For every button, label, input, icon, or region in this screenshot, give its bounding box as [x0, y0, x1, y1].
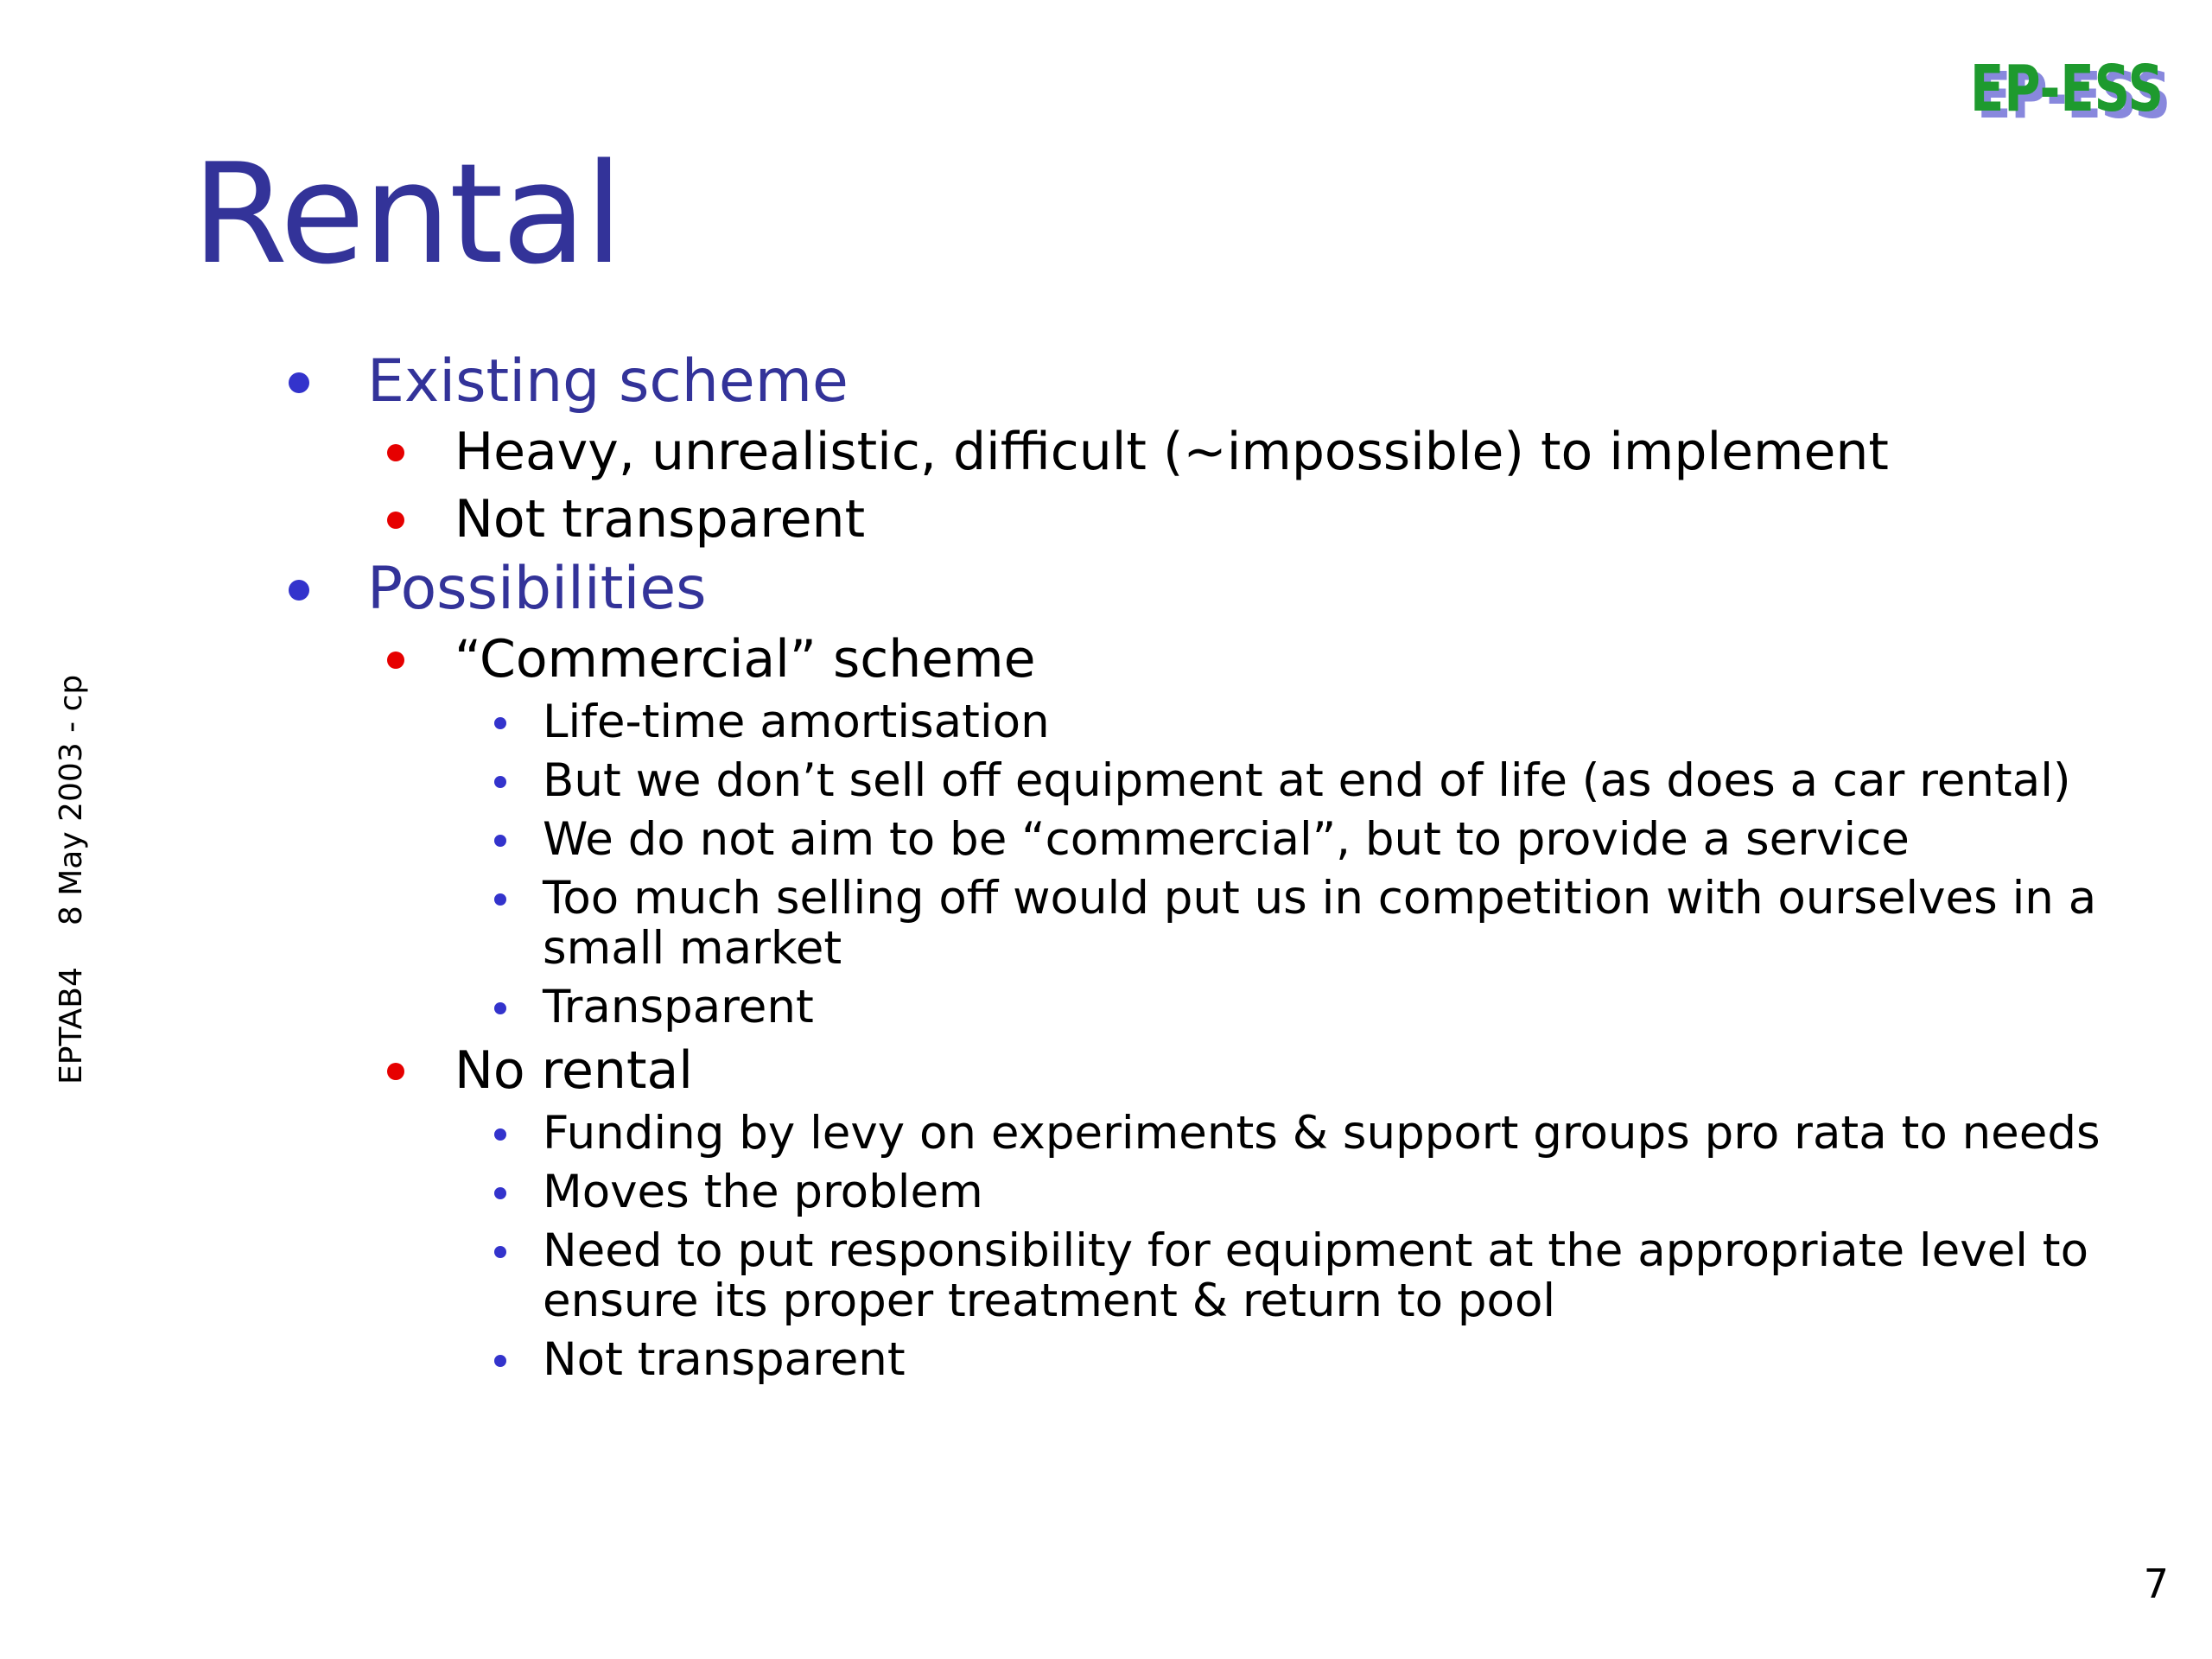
sub-bullet-commercial-scheme: [383, 626, 2108, 693]
bullet-dot-icon: [494, 835, 506, 847]
bullet-dot-icon: [494, 1128, 506, 1141]
bullet-dot-icon: [494, 717, 506, 729]
bullet-dot-icon: [387, 1063, 404, 1080]
bullet-dot-icon: [494, 1002, 506, 1014]
bullet-text: Moves the problem: [543, 1166, 983, 1218]
bullet-outline: [285, 346, 2108, 1389]
bullet-dot-icon: [494, 1355, 506, 1367]
sub-sub-bullet: [491, 1331, 2108, 1389]
bullet-dot-icon: [387, 652, 404, 669]
bullet-dot-icon: [289, 580, 309, 601]
sub-bullet: [383, 486, 2108, 553]
bullet-text: No rental: [454, 1040, 693, 1101]
bullet-dot-icon: [494, 1187, 506, 1199]
sub-sub-bullet: [491, 978, 2108, 1037]
bullet-text: Life-time amortisation: [543, 696, 1050, 748]
sub-sub-bullet: [491, 1104, 2108, 1163]
bullet-text: Funding by levy on experiments & support groups pro rata to needs: [543, 1107, 2101, 1160]
side-label-date: 8 May 2003 - cp: [54, 674, 89, 926]
bullet-text: Not transparent: [454, 489, 866, 550]
bullet-text: Transparent: [543, 981, 814, 1033]
bullet-text: “Commercial” scheme: [454, 629, 1036, 690]
page-number: 7: [2143, 1560, 2169, 1607]
logo-text: EP-ESS: [1970, 52, 2164, 126]
side-label: [54, 675, 89, 1084]
ep-ess-logo: [1968, 41, 2176, 137]
bullet-text: We do not aim to be “commercial”, but to provide a service: [543, 813, 1910, 866]
sub-sub-bullet: [491, 693, 2108, 752]
bullet-text: Need to put responsibility for equipment at the appropriate level to ensure its proper treatment & return to pool: [543, 1224, 2089, 1327]
bullet-dot-icon: [387, 444, 404, 461]
bullet-text: Too much selling off would put us in competition with ourselves in a small market: [543, 872, 2097, 975]
bullet-text: Possibilities: [367, 555, 707, 623]
bullet-dot-icon: [289, 372, 309, 393]
sub-sub-bullet: [491, 752, 2108, 810]
sub-bullet: [383, 418, 2108, 486]
slide-title: Rental: [192, 133, 622, 295]
sub-sub-bullet: [491, 1222, 2108, 1331]
bullet-existing-scheme: [285, 346, 2108, 418]
side-label-event: EPTAB4: [54, 967, 89, 1084]
bullet-dot-icon: [387, 512, 404, 529]
bullet-text: Heavy, unrealistic, difficult (~impossible) to implement: [454, 422, 1889, 482]
bullet-text: Existing scheme: [367, 347, 849, 416]
bullet-possibilities: [285, 553, 2108, 626]
bullet-text: Not transparent: [543, 1333, 906, 1386]
sub-sub-bullet: [491, 1163, 2108, 1222]
sub-sub-bullet: [491, 869, 2108, 978]
sub-sub-bullet: [491, 810, 2108, 869]
logo-shadow-text: EP-ESS: [1977, 59, 2171, 133]
bullet-text: But we don’t sell off equipment at end of life (as does a car rental): [543, 754, 2071, 807]
bullet-dot-icon: [494, 893, 506, 906]
bullet-dot-icon: [494, 1246, 506, 1258]
bullet-dot-icon: [494, 776, 506, 788]
sub-bullet-no-rental: [383, 1037, 2108, 1104]
